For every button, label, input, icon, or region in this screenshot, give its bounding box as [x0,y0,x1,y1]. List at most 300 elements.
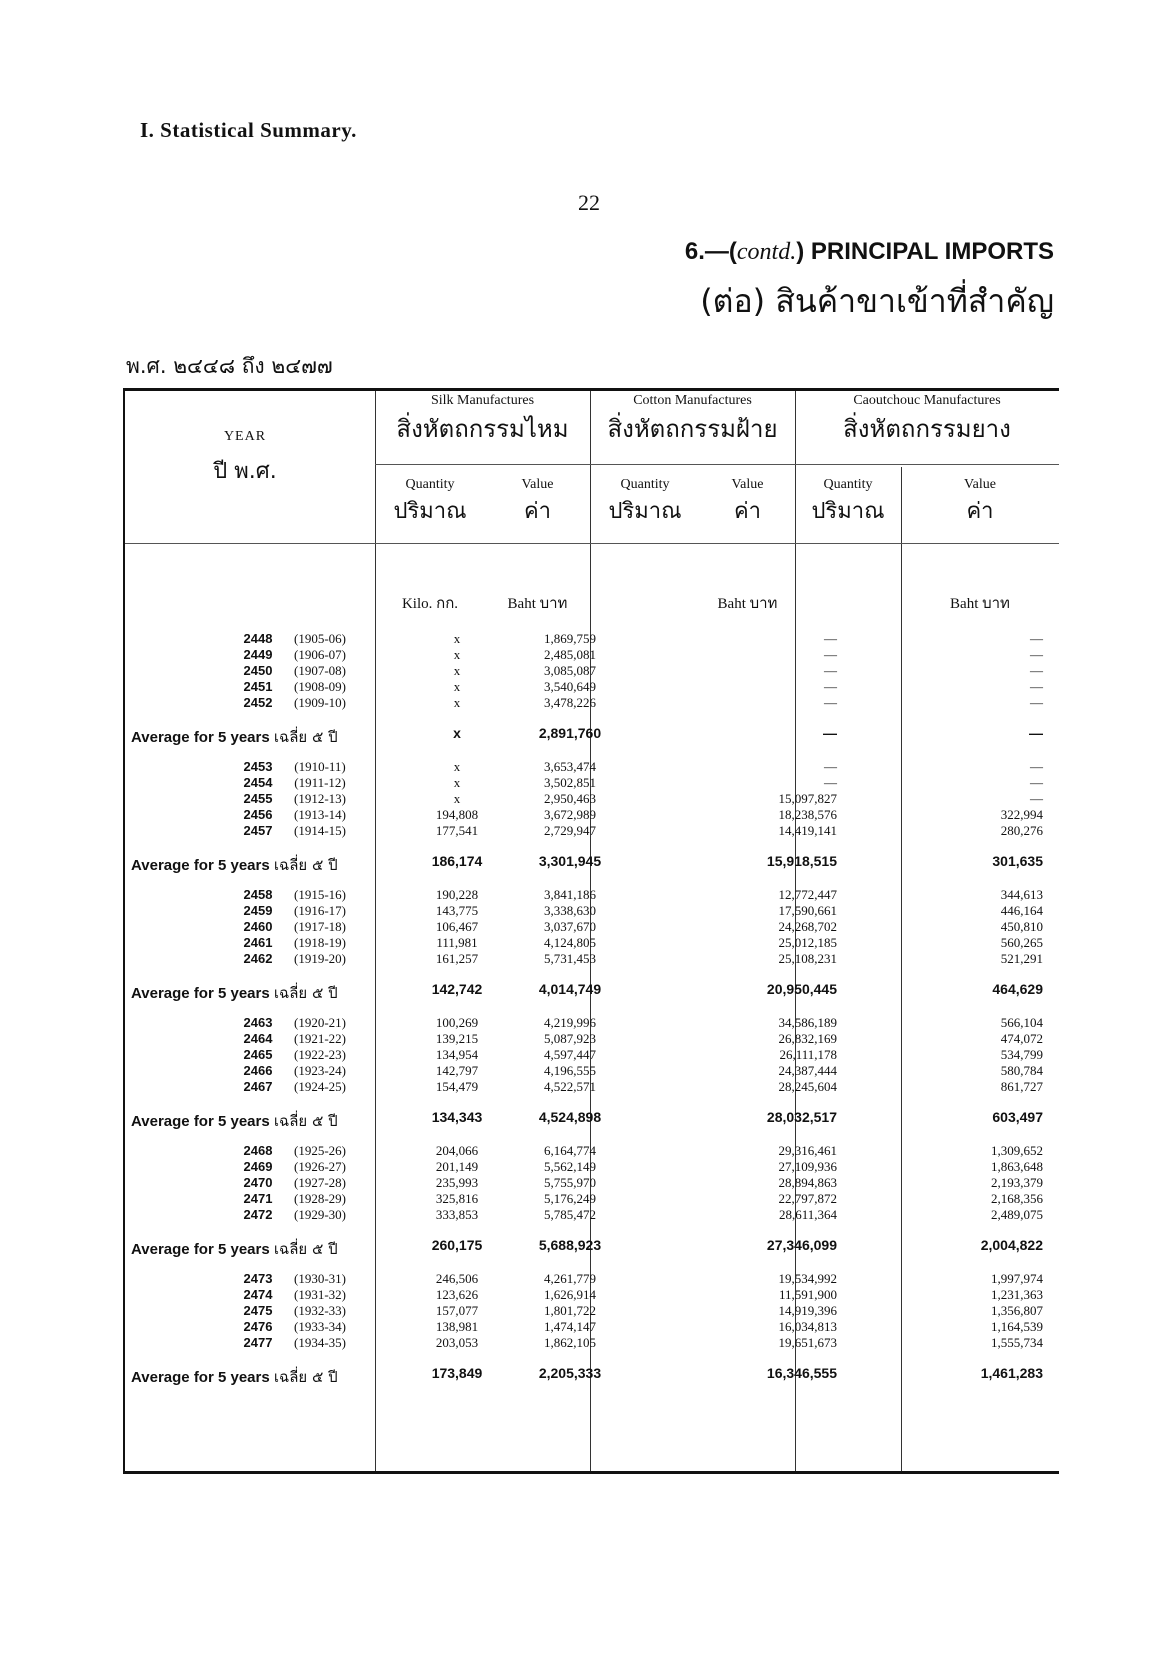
silk-value-cell: 5,562,149 [544,1159,596,1174]
table-row [125,759,1059,775]
average-label [131,853,381,877]
silk-value-header [485,477,590,528]
cotton-quantity-header [590,477,700,528]
year-cell: 2472 [243,1207,273,1222]
average-silk-value: 5,688,923 [538,1237,602,1253]
average-label-en: Average for 5 years [131,1113,274,1130]
year-range-cell: (1928-29) [294,1191,346,1206]
table-row [125,775,1059,791]
sub-header-en: Quantity [620,477,670,492]
cotton-value-cell: 25,012,185 [778,935,837,950]
year-range-cell: (1924-25) [294,1079,346,1094]
silk-quantity-cell: 333,853 [435,1207,479,1222]
rubber-value-cell: 560,265 [1000,935,1043,950]
year-cell: 2456 [243,807,273,822]
group-rubber-en: Caoutchouc Manufactures [853,393,1001,408]
silk-value-cell: 3,478,226 [544,695,596,710]
cotton-value-cell: — [824,647,837,662]
average-silk-quantity: 260,175 [431,1237,483,1253]
rubber-value-cell: 1,356,807 [991,1303,1043,1318]
silk-value-cell: 5,087,923 [544,1031,596,1046]
silk-value-cell: 4,522,571 [544,1079,596,1094]
period-label: พ.ศ. ๒๔๔๘ ถึง ๒๔๗๗ [126,354,333,378]
year-range-cell: (1921-22) [294,1031,346,1046]
silk-value-cell: 5,731,453 [544,951,596,966]
year-cell: 2470 [243,1175,273,1190]
silk-quantity-cell: 194,808 [435,807,479,822]
silk-quantity-cell: 190,228 [435,887,479,902]
year-cell: 2469 [243,1159,273,1174]
year-cell: 2475 [243,1303,273,1318]
average-cotton-value: 28,032,517 [766,1109,837,1125]
silk-value-cell: 4,196,555 [544,1063,596,1078]
year-range-cell: (1925-26) [294,1143,346,1158]
rubber-value-header [901,477,1059,528]
average-silk-value: 4,014,749 [538,981,602,997]
silk-quantity-cell: 139,215 [435,1031,479,1046]
rubber-value-cell: 1,231,363 [991,1287,1043,1302]
silk-value-cell: 4,597,447 [544,1047,596,1062]
average-label-th: เฉลี่ย ๕ ปี [273,1240,338,1258]
table-row [125,1335,1059,1351]
sub-header-en: Value [731,477,764,492]
year-range-cell: (1916-17) [294,903,346,918]
average-cotton-value: 15,918,515 [766,853,837,869]
rubber-value-cell: — [1030,695,1043,710]
rubber-value-cell: 446,164 [1000,903,1043,918]
year-range-cell: (1920-21) [294,1015,346,1030]
year-cell: 2463 [243,1015,273,1030]
year-range-cell: (1930-31) [294,1271,346,1286]
cotton-value-cell: — [824,631,837,646]
year-range-cell: (1911-12) [294,775,346,790]
average-label [131,725,381,749]
table-row [125,951,1059,967]
cotton-value-cell: 19,534,992 [778,1271,837,1286]
heading-number: 6.—( [684,238,737,265]
cotton-value-cell: 22,797,872 [778,1191,837,1206]
table-row [125,1063,1059,1079]
average-silk-quantity: 186,174 [431,853,483,869]
silk-value-cell: 2,485,081 [544,647,596,662]
table-row [125,823,1059,839]
silk-quantity-cell: 235,993 [435,1175,479,1190]
year-range-cell: (1929-30) [294,1207,346,1222]
table-row [125,663,1059,679]
average-cotton-value: 20,950,445 [766,981,837,997]
cotton-value-cell: 11,591,900 [778,1287,837,1302]
rubber-value-cell: 322,994 [1000,807,1043,822]
silk-quantity-cell: x [453,647,461,662]
rubber-value-cell: 1,555,734 [991,1335,1043,1350]
table-row [125,679,1059,695]
year-cell: 2471 [243,1191,273,1206]
average-silk-quantity: 173,849 [431,1365,483,1381]
cotton-value-cell: 15,097,827 [778,791,837,806]
table-row [125,1191,1059,1207]
silk-quantity-cell: 157,077 [435,1303,479,1318]
table-row [125,1287,1059,1303]
silk-value-cell: 1,869,759 [544,631,596,646]
average-label-th: เฉลี่ย ๕ ปี [273,1112,338,1130]
year-range-cell: (1932-33) [294,1303,346,1318]
average-row [125,725,1059,745]
rubber-value-cell: 1,997,974 [991,1271,1043,1286]
silk-quantity-cell: 201,149 [435,1159,479,1174]
year-cell: 2466 [243,1063,273,1078]
rubber-quantity-header [795,477,901,528]
average-row [125,1365,1059,1385]
silk-value-cell: 2,950,463 [544,791,596,806]
table-row [125,919,1059,935]
rubber-value-cell: 474,072 [1000,1031,1043,1046]
table-heading-english [685,238,1054,266]
average-silk-quantity: x [453,725,461,741]
header-bottom-rule [125,543,1059,544]
year-range-cell: (1905-06) [294,631,346,646]
average-silk-value: 2,891,760 [538,725,602,741]
rubber-value-cell: 344,613 [1000,887,1043,902]
rubber-value-cell: 2,193,379 [991,1175,1043,1190]
silk-value-cell: 3,085,087 [544,663,596,678]
table-row [125,647,1059,663]
average-label [131,1109,381,1133]
rubber-value-cell: 534,799 [1000,1047,1043,1062]
average-label [131,1365,381,1389]
cotton-value-cell: 17,590,661 [778,903,837,918]
rubber-value-cell: — [1030,759,1043,774]
average-label-en: Average for 5 years [131,729,274,746]
table-row [125,1175,1059,1191]
header-rule [795,464,1059,465]
silk-value-cell: 3,502,851 [544,775,596,790]
average-rubber-value: 2,004,822 [980,1237,1043,1253]
silk-quantity-cell: x [453,791,461,806]
unit-baht: Baht บาท [717,596,778,612]
sub-header-en: Quantity [405,477,455,492]
group-rubber-th: สิ่งหัตถกรรมยาง [843,415,1011,443]
average-label-en: Average for 5 years [131,857,274,874]
table-row [125,1143,1059,1159]
table-row [125,807,1059,823]
group-silk-en: Silk Manufactures [430,393,535,408]
rubber-value-cell: 450,810 [1000,919,1043,934]
average-rubber-value: 464,629 [992,981,1043,997]
silk-value-cell: 3,672,989 [544,807,596,822]
average-row [125,1237,1059,1257]
table-row [125,1271,1059,1287]
year-range-cell: (1906-07) [294,647,346,662]
cotton-value-cell: 26,832,169 [778,1031,837,1046]
average-rubber-value: 301,635 [992,853,1043,869]
unit-kilo: Kilo. กก. [401,596,459,612]
cotton-value-cell: 28,245,604 [778,1079,837,1094]
average-row [125,853,1059,873]
year-cell: 2452 [243,695,273,710]
silk-quantity-cell: 246,506 [435,1271,479,1286]
table-row [125,1319,1059,1335]
rubber-value-cell: — [1030,631,1043,646]
year-cell: 2460 [243,919,273,934]
average-label [131,1237,381,1261]
unit-baht: Baht บาท [507,596,568,612]
table-row [125,1079,1059,1095]
table-row [125,1015,1059,1031]
rubber-value-cell: 861,727 [1000,1079,1043,1094]
table-row [125,903,1059,919]
year-range-cell: (1919-20) [294,951,346,966]
year-range-cell: (1912-13) [294,791,346,806]
table-row [125,695,1059,711]
year-cell: 2454 [243,775,273,790]
year-range-cell: (1913-14) [294,807,346,822]
year-range-cell: (1923-24) [294,1063,346,1078]
year-range-cell: (1922-23) [294,1047,346,1062]
sub-header-en: Quantity [823,477,873,492]
silk-value-cell: 1,474,147 [544,1319,596,1334]
silk-value-cell: 2,729,947 [544,823,596,838]
year-cell: 2451 [243,679,273,694]
silk-quantity-cell: x [453,695,461,710]
silk-quantity-cell: 142,797 [435,1063,479,1078]
cotton-value-cell: 28,611,364 [778,1207,837,1222]
group-cotton-en: Cotton Manufactures [633,393,752,408]
sub-header-th: ค่า [966,499,994,524]
table-row [125,887,1059,903]
group-cotton-th: สิ่งหัตถกรรมฝ้าย [607,415,778,443]
year-cell: 2458 [243,887,273,902]
year-cell: 2468 [243,1143,273,1158]
silk-value-cell: 5,755,970 [544,1175,596,1190]
page-number: 22 [578,190,600,215]
silk-quantity-cell: 134,954 [435,1047,479,1062]
year-range-cell: (1910-11) [294,759,346,774]
silk-quantity-cell: 203,053 [435,1335,479,1350]
average-cotton-value: — [823,725,837,741]
silk-value-cell: 4,261,779 [544,1271,596,1286]
year-range-cell: (1908-09) [294,679,346,694]
sub-header-th: ปริมาณ [393,499,467,524]
silk-quantity-cell: 161,257 [435,951,479,966]
cotton-value-cell: — [824,759,837,774]
table-row [125,631,1059,647]
silk-value-cell: 1,862,105 [544,1335,596,1350]
rubber-value-cell: 1,309,652 [991,1143,1043,1158]
cotton-value-cell: — [824,663,837,678]
sub-header-th: ค่า [733,499,762,524]
group-cotton [590,393,795,448]
rubber-value-cell: 2,168,356 [991,1191,1043,1206]
average-cotton-value: 16,346,555 [766,1365,837,1381]
table-row [125,1159,1059,1175]
silk-value-cell: 1,626,914 [544,1287,596,1302]
silk-value-cell: 3,338,630 [544,903,596,918]
rubber-value-cell: — [1030,791,1043,806]
silk-quantity-cell: x [453,663,461,678]
average-silk-value: 4,524,898 [538,1109,602,1125]
silk-value-cell: 3,540,649 [544,679,596,694]
cotton-value-cell: 14,419,141 [778,823,837,838]
silk-quantity-cell: 138,981 [435,1319,479,1334]
rubber-value-cell: 521,291 [1000,951,1043,966]
silk-value-cell: 4,124,805 [544,935,596,950]
cotton-value-cell: 24,387,444 [778,1063,837,1078]
rubber-value-cell: 566,104 [1000,1015,1043,1030]
silk-quantity-cell: 100,269 [435,1015,479,1030]
silk-value-cell: 5,785,472 [544,1207,596,1222]
silk-quantity-cell: x [453,679,461,694]
year-cell: 2450 [243,663,273,678]
year-cell: 2467 [243,1079,273,1094]
rubber-value-cell: 1,164,539 [991,1319,1043,1334]
year-cell: 2448 [243,631,273,646]
silk-quantity-cell: 325,816 [435,1191,479,1206]
silk-quantity-cell: x [453,775,461,790]
cotton-value-cell: 16,034,813 [778,1319,837,1334]
cotton-value-cell: 12,772,447 [778,887,837,902]
cotton-value-cell: 14,919,396 [778,1303,837,1318]
silk-value-cell: 3,653,474 [544,759,596,774]
silk-quantity-cell: x [453,631,461,646]
year-header-en: YEAR [223,429,267,444]
year-range-cell: (1909-10) [294,695,346,710]
average-silk-value: 2,205,333 [538,1365,602,1381]
average-label-en: Average for 5 years [131,985,274,1002]
year-cell: 2476 [243,1319,273,1334]
group-rubber [795,393,1059,448]
silk-quantity-cell: 111,981 [436,935,478,950]
sub-header-en: Value [964,477,996,492]
year-cell: 2457 [243,823,273,838]
year-cell: 2462 [243,951,273,966]
heading-title: ) PRINCIPAL IMPORTS [796,238,1054,265]
average-cotton-value: 27,346,099 [766,1237,837,1253]
year-cell: 2477 [243,1335,273,1350]
heading-contd: contd. [736,239,797,265]
year-range-cell: (1934-35) [294,1335,346,1350]
average-rubber-value: 603,497 [992,1109,1043,1125]
year-cell: 2459 [243,903,273,918]
average-row [125,1109,1059,1129]
average-label [131,981,381,1005]
table-row [125,1031,1059,1047]
table-row [125,1207,1059,1223]
rubber-value-cell: — [1030,647,1043,662]
rubber-value-cell: 280,276 [1000,823,1043,838]
year-cell: 2455 [243,791,273,806]
year-range-cell: (1926-27) [294,1159,346,1174]
average-label-en: Average for 5 years [131,1369,274,1386]
silk-quantity-header [375,477,485,528]
cotton-value-cell: 28,894,863 [778,1175,837,1190]
silk-quantity-cell: 204,066 [435,1143,479,1158]
cotton-value-cell: — [824,679,837,694]
silk-value-cell: 3,841,186 [544,887,596,902]
silk-quantity-cell: 106,467 [435,919,479,934]
header-rule [590,464,795,465]
year-range-cell: (1917-18) [294,919,346,934]
sub-header-th: ค่า [523,499,552,524]
cotton-value-cell: 26,111,178 [779,1047,837,1062]
sub-header-th: ปริมาณ [811,499,885,524]
average-silk-value: 3,301,945 [538,853,602,869]
silk-quantity-cell: x [453,759,461,774]
silk-quantity-cell: 143,775 [435,903,479,918]
year-range-cell: (1907-08) [294,663,346,678]
year-cell: 2474 [243,1287,273,1302]
year-cell: 2464 [243,1031,273,1046]
year-range-cell: (1914-15) [294,823,346,838]
cotton-value-header [700,477,795,528]
average-rubber-value: 1,461,283 [980,1365,1043,1381]
average-label-th: เฉลี่ย ๕ ปี [273,984,338,1002]
silk-value-cell: 4,219,996 [544,1015,596,1030]
sub-header-en: Value [521,477,554,492]
rubber-value-cell: — [1030,679,1043,694]
table-heading-thai: (ต่อ) สินค้าขาเข้าที่สำคัญ [700,282,1054,320]
table-row [125,1303,1059,1319]
cotton-value-cell: 19,651,673 [778,1335,837,1350]
table-row [125,935,1059,951]
rubber-value-cell: — [1030,775,1043,790]
table-row [125,1047,1059,1063]
average-silk-quantity: 134,343 [431,1109,483,1125]
year-cell: 2453 [243,759,273,774]
rubber-value-cell: 580,784 [1000,1063,1043,1078]
year-range-cell: (1933-34) [294,1319,346,1334]
cotton-value-cell: 24,268,702 [778,919,837,934]
year-range-cell: (1915-16) [294,887,346,902]
silk-value-cell: 6,164,774 [544,1143,596,1158]
year-range-cell: (1918-19) [294,935,346,950]
year-cell: 2465 [243,1047,273,1062]
table-row [125,791,1059,807]
average-row [125,981,1059,1001]
year-cell: 2473 [243,1271,273,1286]
year-header-th: ปี พ.ศ. [213,459,277,484]
cotton-value-cell: 27,109,936 [778,1159,837,1174]
average-label-en: Average for 5 years [131,1241,274,1258]
silk-value-cell: 3,037,670 [544,919,596,934]
cotton-value-cell: 18,238,576 [778,807,837,822]
silk-quantity-cell: 177,541 [435,823,479,838]
average-label-th: เฉลี่ย ๕ ปี [273,728,338,746]
cotton-value-cell: — [824,695,837,710]
silk-quantity-cell: 123,626 [435,1287,479,1302]
cotton-value-cell: 34,586,189 [778,1015,837,1030]
year-range-cell: (1931-32) [294,1287,346,1302]
year-range-cell: (1927-28) [294,1175,346,1190]
imports-table [123,388,1059,1474]
group-silk-th: สิ่งหัตถกรรมไหม [396,415,569,443]
silk-quantity-cell: 154,479 [435,1079,479,1094]
average-label-th: เฉลี่ย ๕ ปี [273,1368,338,1386]
average-label-th: เฉลี่ย ๕ ปี [273,856,338,874]
rubber-value-cell: 2,489,075 [991,1207,1043,1222]
average-rubber-value: — [1029,725,1043,741]
header-rule [375,464,590,465]
sub-header-th: ปริมาณ [608,499,682,524]
silk-value-cell: 5,176,249 [544,1191,596,1206]
rubber-value-cell: — [1030,663,1043,678]
rubber-value-cell: 1,863,648 [991,1159,1043,1174]
cotton-value-cell: 25,108,231 [778,951,837,966]
section-title: I. Statistical Summary. [140,118,357,142]
cotton-value-cell: 29,316,461 [778,1143,837,1158]
year-cell: 2461 [243,935,273,950]
cotton-value-cell: — [824,775,837,790]
year-cell: 2449 [243,647,273,662]
